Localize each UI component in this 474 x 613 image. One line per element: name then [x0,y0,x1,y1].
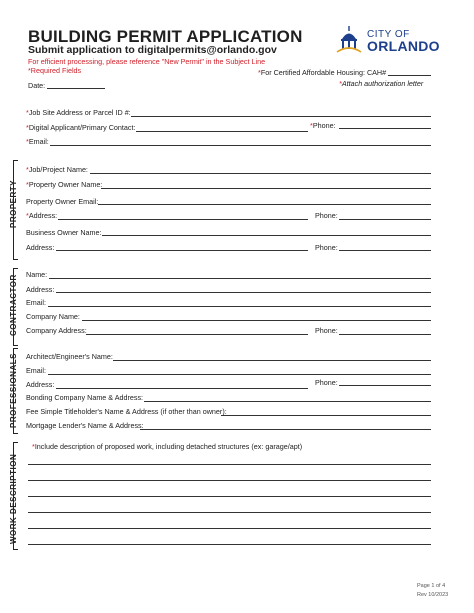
work-line-6[interactable] [28,544,431,545]
applicant-label: *Digital Applicant/Primary Contact: [26,123,136,132]
cah-field[interactable] [388,75,431,76]
company-address-label: Company Address: [26,326,87,335]
mortgage-label: Mortgage Lender's Name & Address: [26,421,144,430]
job-name-field[interactable] [90,173,431,174]
professionals-section-label: PROFESSIONALS [9,353,18,428]
subject-line-note: For efficient processing, please reference "New Permit" in the Subject Line [28,57,266,66]
contractor-email-field[interactable] [48,306,431,307]
bonding-label: Bonding Company Name & Address: [26,393,144,402]
professional-address-field[interactable] [56,388,308,389]
company-address-field[interactable] [86,334,308,335]
city-hall-dome-icon [336,26,362,54]
page-number: Page 1 of 4 [417,583,446,589]
applicant-phone-field[interactable] [339,128,431,129]
company-phone-label: Phone: [315,326,338,335]
contractor-email-label: Email: [26,298,46,307]
company-name-field[interactable] [82,320,431,321]
titleholder-label: Fee Simple Titleholder's Name & Address (if other than owner): [26,407,227,416]
job-name-label: *Job/Project Name: [26,165,88,174]
email-label: *Email: [26,137,49,146]
submit-instruction: Submit application to digitalpermits@orlando.gov [28,44,277,56]
property-address-field[interactable] [58,219,308,220]
work-line-3[interactable] [28,496,431,497]
company-phone-field[interactable] [339,334,431,335]
owner-email-field[interactable] [98,204,431,205]
contractor-name-label: Name: [26,270,48,279]
cah-label: *For Certified Affordable Housing: CAH# [258,68,387,77]
company-name-label: Company Name: [26,312,80,321]
logo-orlando: ORLANDO [367,38,440,54]
property-phone-label: Phone: [315,211,338,220]
applicant-field[interactable] [136,131,308,132]
professional-phone-label: Phone: [315,378,338,387]
professional-email-field[interactable] [48,374,431,375]
professional-phone-field[interactable] [339,385,431,386]
bonding-field[interactable] [144,401,431,402]
business-owner-label: Business Owner Name: [26,228,102,237]
owner-email-label: Property Owner Email: [26,197,99,206]
form-title: BUILDING PERMIT APPLICATION [28,27,303,46]
titleholder-field[interactable] [221,415,431,416]
cah-attach-note: *Attach authorization letter [339,79,424,88]
architect-field[interactable] [113,360,431,361]
contractor-address-label: Address: [26,285,55,294]
owner-name-field[interactable] [101,188,431,189]
work-description-section-label: WORK DESCRIPTION [9,453,18,544]
business-owner-field[interactable] [102,235,431,236]
business-phone-label: Phone: [315,243,338,252]
contractor-name-field[interactable] [49,278,431,279]
work-description-instruction: *Include description of proposed work, including detached structures (ex: garage/apt) [32,442,303,451]
logo-city-of: CITY OF [367,29,410,40]
contractor-section-label: CONTRACTOR [9,274,18,336]
business-address-field[interactable] [56,250,308,251]
work-line-5[interactable] [28,528,431,529]
work-line-2[interactable] [28,480,431,481]
professional-email-label: Email: [26,366,46,375]
work-line-4[interactable] [28,512,431,513]
applicant-phone-label: *Phone: [310,121,336,130]
owner-name-label: *Property Owner Name: [26,180,103,189]
professional-address-label: Address: [26,380,55,389]
business-phone-field[interactable] [339,250,431,251]
property-phone-field[interactable] [339,219,431,220]
architect-label: Architect/Engineer's Name: [26,352,113,361]
required-fields-note: *Required Fields [28,66,82,75]
contractor-address-field[interactable] [56,292,431,293]
date-label: Date: [28,81,46,90]
job-site-field[interactable] [131,116,431,117]
work-line-1[interactable] [28,464,431,465]
business-address-label: Address: [26,243,55,252]
property-address-label: *Address: [26,211,58,220]
property-section-label: PROPERTY [9,179,18,228]
revision-date: Rev 10/2023 [417,592,449,598]
mortgage-field[interactable] [140,429,431,430]
email-field[interactable] [50,145,431,146]
date-field[interactable] [47,88,105,89]
job-site-label: *Job Site Address or Parcel ID #: [26,108,131,117]
